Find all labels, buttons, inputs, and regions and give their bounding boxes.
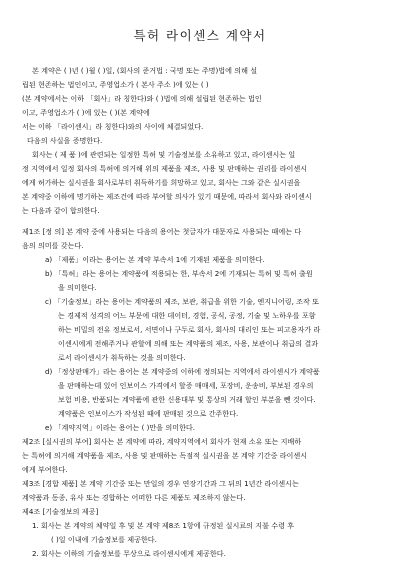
text-line: 본 계약은 ( )년 ( )월 ( )일, (회사의 준거법 : 국명 또는 주명)법에 의해 설 (32, 66, 258, 75)
text-line: 는 다음과 같이 합의한다. (22, 206, 100, 215)
text-line: 에게 허가하는 실시권을 회사로부터 취득하기를 희망하고 있고, 회사는 그와 같은 실시권을 (22, 178, 301, 187)
text-line: 정 지역에서 일정 회사의 특허에 의거해 위의 제품을 제조, 사용 및 판매하는 권리를 라이센시 (22, 164, 308, 173)
text-line: 서는 이하 「라이센시」라 칭한다)와의 사이에 체결되었다. (22, 122, 204, 131)
text-line: c) 「기술정보」라는 용어는 계약품의 제조, 보관, 취급을 위한 기술, 엔지니어링, 조작 또 (45, 297, 319, 306)
text-line: 로서 라이센시가 취득하는 것을 의미한다. (58, 353, 186, 362)
text-line: 회사는 ( 제 품 )에 관련되는 일정한 특허 및 기술정보를 소유하고 있고, 라이센시는 일 (32, 150, 296, 159)
text-line: 는 특허에 의거해 계약품을 제조, 사용 및 판매하는 독점적 실시권을 본 계약 기간중 라이센시 (22, 451, 308, 460)
text-line: a) 「제품」이라는 용어는 본 계약 부속서 1에 기재된 제품을 의미한다. (45, 255, 265, 264)
text-line: 다음의 사실을 증명한다. (27, 136, 103, 145)
text-line: 계약품과 동종, 유사 또는 경합하는 어떠한 다른 제품도 제조하지 않는다. (22, 493, 246, 502)
document-title: 특허 라이센스 계약서 (133, 28, 267, 43)
text-line: (본 계약에서는 이하 「회사」라 칭한다)와 ( )법에 의해 설립된 현존하는 법인 (22, 94, 262, 103)
text-line: 보험 비용, 반품되는 계약품에 관한 신용대부 및 통상의 거래 할인 부분을 뺀 것이다. (58, 395, 316, 404)
text-line: 에게 부여한다. (22, 465, 68, 474)
text-line: 제4조 [기술정보의 제공] (22, 507, 99, 516)
text-line: 계약품은 인보이스가 작성된 때에 판매된 것으로 간주한다. (58, 409, 239, 418)
text-line: 하는 비밀의 전유 정보로서, 서면이나 구두로 회사, 회사의 대리인 또는 피고용자가 라 (58, 325, 321, 334)
text-line: 는 경제적 성격의 어느 부문에 대한 데이터, 경험, 공식, 공정, 기술 및 노하우를 포함 (58, 311, 316, 320)
text-line: ( )일 이내에 기술정보를 제공한다. (51, 535, 157, 544)
text-line: 을 의미한다. (58, 283, 97, 292)
text-line: d) 「정상판매가」라는 용어는 본 계약중의 이하에 정의되는 지역에서 라이센시가 계약품 (45, 367, 320, 376)
text-line: 제2조 [실시권의 부여] 회사는 본 계약에 따라, 계약지역에서 회사가 현재 소유 또는 지배하 (22, 437, 302, 446)
text-line: b) 「특허」라는 용어는 계약품에 적용되는 한, 부속서 2에 기재되는 특허 및 특허 출원 (45, 269, 313, 278)
text-line: 1. 회사는 본 계약의 체약일 후 및 본 계약 제8조 1항에 규정된 실시료의 지불 수령 후 (32, 521, 295, 530)
text-line: 립된 현존하는 법인이고, 주영업소가 ( 본사 주소 )에 있는 ( ) (22, 80, 209, 89)
text-line: 이고, 주영업소가 ( )에 있는 ( )(본 계약에 (22, 108, 150, 117)
text-line: e) 「계약지역」이라는 용어는 ( )만을 의미한다. (45, 423, 196, 432)
text-line: 본 계약중 이하에 명기하는 제조건에 따라 부여할 의사가 있기 때문에, 따라서 회사와 라이센시 (22, 192, 312, 201)
text-line: 이센시에게 전해주거나 관할에 의해 또는 계약품의 제조, 사용, 보관이나 취급의 결과 (58, 339, 319, 348)
text-line: 을 판매하는데 있어 인보이스 가격에서 할증 매매세, 포장비, 운송비, 부보된 경우의 (58, 381, 314, 390)
text-line: 제3조 [경합 제품] 본 계약 기간중 또는 만일의 경우 연장기간과 그 뒤의 1년간 라이센시는 (22, 479, 299, 488)
text-line: 음의 의미를 갖는다. (22, 241, 84, 250)
text-line: 2. 회사는 이하의 기술정보를 무상으로 라이센시에게 제공한다. (32, 549, 226, 558)
text-line: 제1조 [정 의] 본 계약 중에 사용되는 다음의 용어는 첫글자가 대문자로 사용되는 때에는 다 (22, 227, 302, 236)
